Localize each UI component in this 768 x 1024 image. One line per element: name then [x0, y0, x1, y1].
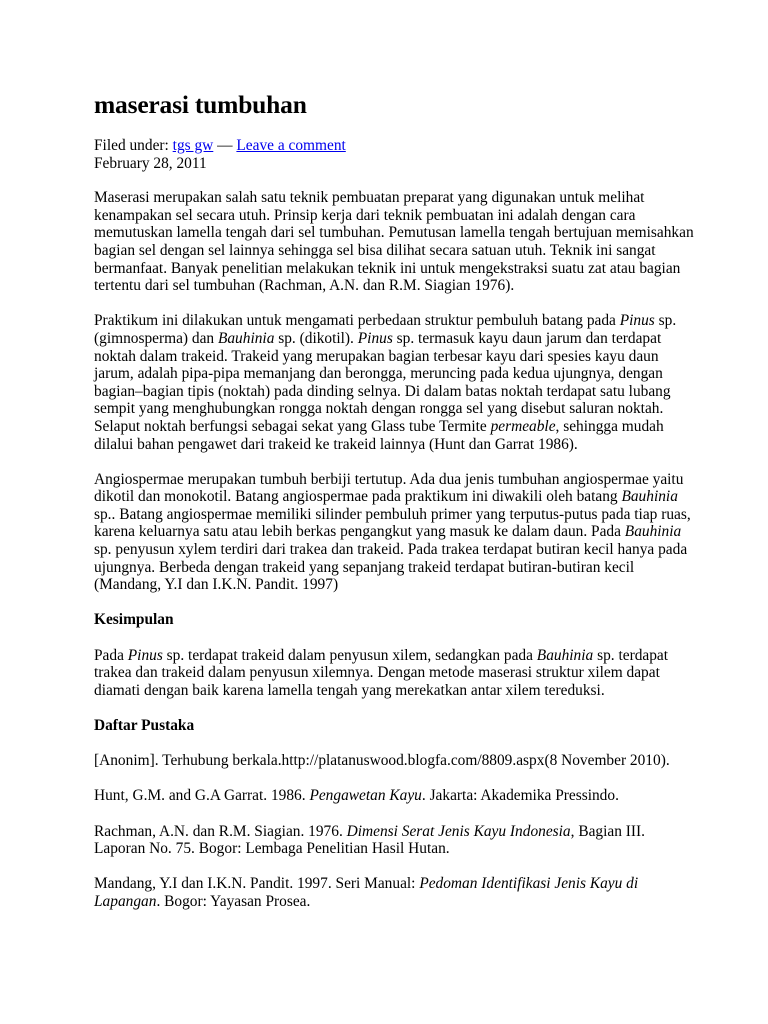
paragraph-text: Praktikum ini dilakukan untuk mengamati perbedaan struktur pembuluh batang pada — [94, 312, 620, 330]
kesimpulan-heading: Kesimpulan — [94, 611, 174, 629]
reference-title: Dimensi Serat Jenis Kayu Indonesia — [346, 822, 571, 840]
paragraph-text: , sehingga mudah dilalui bahan pengawet dari trakeid ke trakeid lainnya (Hunt dan Garrat 1986). — [94, 417, 664, 453]
paragraph-text: sp. terdapat trakea dan trakeid dalam penyusun xilemnya. Dengan metode maserasi struktur xilem dapat diamati dengan baik karena lamella tengah yang merekatkan antar xilem tereduksi. — [94, 646, 669, 699]
species-name: Bauhinia — [624, 523, 682, 541]
post-article — [94, 90, 694, 928]
reference-hunt — [94, 787, 694, 805]
post-date: February 28, 2011 — [94, 154, 207, 172]
paragraph-text: sp. terdapat trakeid dalam penyusun xilem, sedangkan pada — [162, 646, 537, 664]
daftar-pustaka-heading: Daftar Pustaka — [94, 717, 195, 734]
post-title: maserasi tumbuhan — [94, 90, 307, 119]
reference-text: [Anonim]. Terhubung berkala.http://platanuswood.blogfa.com/8809.aspx(8 November 2010). — [94, 752, 670, 770]
reference-anonim — [94, 752, 694, 770]
species-name: Pinus — [357, 329, 393, 347]
filed-under-label: Filed under: — [94, 137, 169, 154]
reference-title: Pedoman Identifikasi Jenis Kayu di Lapangan — [94, 875, 639, 910]
reference-text: Rachman, A.N. dan R.M. Siagian. 1976. — [94, 822, 347, 840]
reference-title: Pengawetan Kayu — [309, 787, 422, 805]
paragraph-text: Pada — [94, 646, 128, 664]
species-name: Bauhinia — [621, 488, 678, 506]
reference-text: , Bagian III. Laporan No. 75. Bogor: Lembaga Penelitian Hasil Hutan. — [94, 822, 645, 858]
paragraph-text: sp. termasuk kayu daun jarum dan terdapat noktah dalam trakeid. Trakeid yang merupakan bagian terbesar kayu dari spesies kayu daun jarum, adalah pipa-pipa memanjang dan berongga, meruncing pada kedua ujungnya, dengan bagian–bagian tipis (noktah) pada dinding selnya. Di dalam batas noktah terdapat satu lubang sempit yang menghubungkan rongga noktah dengan rongga sel yang disebut saluran noktah. Selaput noktah berfungsi sebagai sekat yang Glass tube Termite — [94, 329, 671, 435]
paragraph-text: sp. (dikotil). — [274, 329, 358, 347]
paragraph-text: Angiospermae merupakan tumbuh berbiji tertutup. Ada dua jenis tumbuhan angiospermae yaitu dikotil dan monokotil. Batang angiospermae pada praktikum ini diwakili oleh batang — [94, 470, 684, 506]
species-name: Pinus — [127, 646, 163, 664]
reference-mandang — [94, 875, 694, 910]
meta-separator: — — [217, 137, 233, 154]
species-name: Pinus — [619, 312, 655, 330]
paragraph-text: sp. (gimnosperma) dan — [94, 312, 677, 347]
paragraph-angiospermae — [94, 471, 694, 594]
paragraph-kesimpulan — [94, 647, 694, 700]
emphasis-term: permeable — [490, 417, 556, 435]
reference-text: Hunt, G.M. and G.A Garrat. 1986. — [94, 787, 310, 805]
paragraph-text: sp. penyusun xylem terdiri dari trakea dan trakeid. Pada trakea terdapat butiran kecil hanya pada ujungnya. Berbeda dengan trakeid yang sepanjang trakeid terdapat butiran-butiran kecil (Mandang, Y.I dan I.K.N. Pandit. 1997) — [94, 541, 688, 594]
reference-text: . Bogor: Yayasan Prosea. — [156, 892, 311, 910]
leave-comment-link[interactable]: Leave a comment — [236, 137, 346, 154]
paragraph-praktikum — [94, 312, 694, 453]
reference-text: Mandang, Y.I dan I.K.N. Pandit. 1997. Seri Manual: — [94, 875, 420, 893]
category-link[interactable]: tgs gw — [172, 137, 214, 154]
reference-text: . Jakarta: Akademika Pressindo. — [421, 787, 619, 805]
post-meta — [94, 137, 694, 172]
paragraph-maserasi-intro — [94, 189, 694, 295]
reference-rachman — [94, 823, 694, 858]
paragraph-text: sp.. Batang angiospermae memiliki silinder pembuluh primer yang terputus-putus pada tiap ruas, karena keluarnya satu atau lebih berkas pengangkut yang masuk ke dalam daun. Pada — [94, 505, 691, 541]
paragraph-text: Maserasi merupakan salah satu teknik pembuatan preparat yang digunakan untuk melihat kenampakan sel secara utuh. Prinsip kerja dari teknik pembuatan ini adalah dengan cara memutuskan lamella tengah dari sel tumbuhan. Pemutusan lamella tengah bertujuan memisahkan bagian sel dengan sel lainnya sehingga sel bisa dilihat secara satuan utuh. Teknik ini sangat bermanfaat. Banyak penelitian melakukan teknik ini untuk mengekstraksi suatu zat atau bagian tertentu dari sel tumbuhan (Rachman, A.N. dan R.M. Siagian 1976). — [94, 189, 694, 295]
species-name: Bauhinia — [217, 329, 275, 347]
species-name: Bauhinia — [536, 646, 594, 664]
